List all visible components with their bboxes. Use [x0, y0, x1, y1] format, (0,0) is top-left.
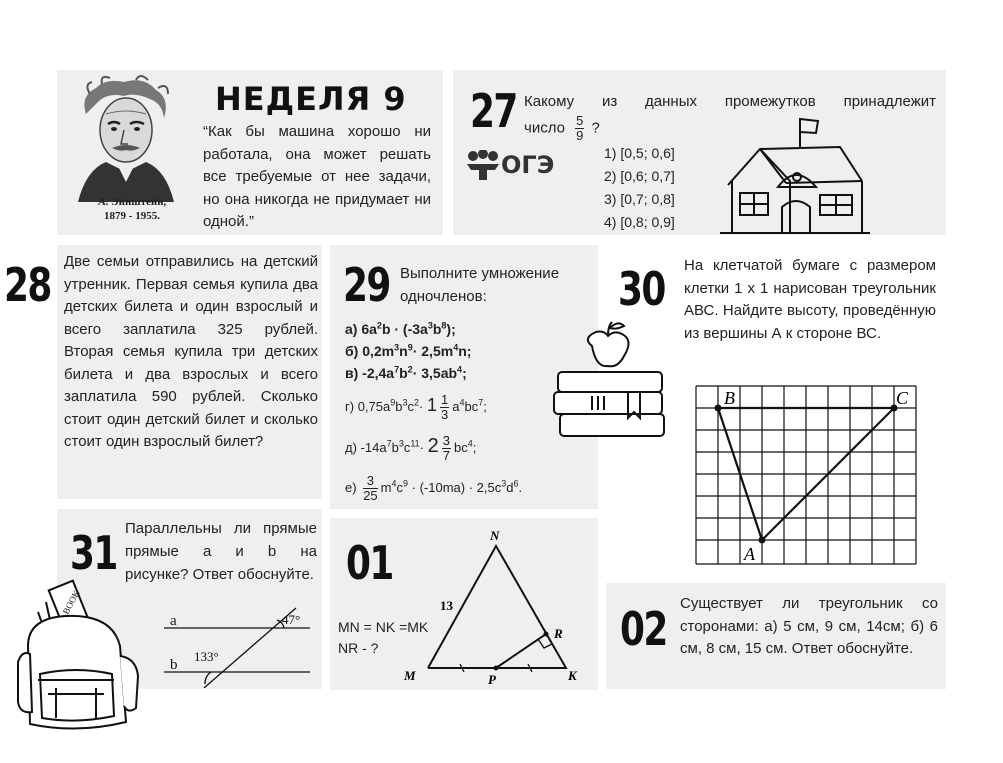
oge-logo: [465, 150, 554, 180]
task31-text-line1: Параллельны ли прямые: [125, 520, 317, 537]
portrait-caption-name: А. Эйнштейн,: [97, 196, 167, 208]
item-label: е): [345, 479, 357, 495]
task01-condition: MN = NK =MK: [338, 619, 429, 635]
grid-lines: [696, 386, 916, 564]
option-2: 2) [0,6; 0,7]: [604, 168, 675, 184]
label-a: a: [170, 613, 177, 629]
school-house-illustration: [720, 115, 870, 235]
task31-number: 31: [70, 526, 117, 580]
item-label: б): [345, 343, 359, 359]
inline-on: на: [300, 543, 317, 560]
label-k: K: [568, 668, 577, 683]
task01-triangle-figure: [400, 526, 596, 688]
task30-grid-triangle: [694, 384, 926, 568]
task01-question: NR - ?: [338, 640, 379, 656]
option-1: 1) [0,5; 0,6]: [604, 145, 675, 161]
task27-options: [604, 142, 675, 234]
item-label: д): [345, 439, 357, 455]
task31-text-line2: прямые a и b на: [125, 541, 317, 564]
label-n: N: [490, 528, 500, 543]
task29-item-c: в) $-2,4a^7b^2\cdot 3,5ab^4$;: [345, 364, 467, 381]
task27-fraction: [575, 114, 584, 143]
einstein-portrait: [66, 74, 184, 202]
task29-item-d: г) $0,75a^9b^3c^2\cdot 1$ $\frac{1}{3}$ $a^4bc^7$;: [345, 392, 487, 422]
oge-people-icon: [465, 150, 501, 180]
page-title: НЕДЕЛЯ 9: [215, 80, 407, 118]
task29-item-e: д) $-14a^7b^3c^{11}\cdot 2$ $\frac{3}{7}$ $bc^4$;: [345, 433, 477, 463]
task27-number-word: число: [524, 119, 565, 137]
option-3: 3) [0,7; 0,8]: [604, 191, 675, 207]
task27-number: 27: [470, 84, 517, 138]
task01-number: 01: [346, 536, 393, 590]
label-r: R: [554, 626, 563, 641]
task30-text: На клетчатой бумаге с размером клетки 1 x 1 нарисован треугольник АВС. Найдите высоту, проведённую из вершины А к стороне ВС.: [684, 257, 936, 342]
task02-number: 02: [620, 602, 667, 656]
vertex-c-label: C: [896, 388, 909, 408]
angle-47: 47°: [282, 612, 301, 627]
book-label: BOOK: [60, 588, 82, 616]
side-length: 13: [440, 598, 453, 613]
angle-133: 133°: [194, 649, 219, 664]
portrait-caption-years: 1879 - 1955.: [104, 210, 160, 222]
backpack-illustration: [16, 576, 142, 736]
inline-and: и: [235, 543, 244, 560]
item-label: в): [345, 365, 359, 381]
task30-number: 30: [618, 262, 665, 316]
einstein-quote: “Как бы машина хорошо ни работала, она может решать все требуемые от нее задачи, но она никогда не придумает ни одной.”: [203, 123, 431, 230]
option-4: 4) [0,8; 0,9]: [604, 214, 675, 230]
inline-line-a: a: [202, 543, 212, 560]
task29-number: 29: [343, 258, 390, 312]
task29-item-a: а) $6a^2b \cdot (-3a^3b^8)$;: [345, 320, 456, 337]
fraction-denominator: 9: [576, 128, 584, 143]
task02-text: Существует ли треугольник со сторонами: а) 5 см, 9 см, 14см; б) 6 см, 8 см, 15 см. Ответ обоснуйте.: [680, 595, 938, 657]
oge-text: ОГЭ: [501, 151, 555, 179]
task27-question-number-word: [524, 114, 600, 143]
books-apple-illustration: [552, 316, 668, 440]
task29-item-b: б) $0,2m^3n^9\cdot 2,5m^4n$;: [345, 342, 472, 359]
inline-line-b: b: [267, 543, 277, 560]
task28-text: Две семьи отправились на детский утренник. Первая семья купила два детских билета и один взрослый и всего заплатила 325 рублей. Вторая семья купила три детских билета и два взрослых и всего заплатила 590 рублей. Сколько стоит один детский билет и сколько стоит один взрослый билет?: [64, 253, 318, 450]
label-m: M: [404, 668, 416, 683]
task29-item-f: е) $\frac{3}{25}$ $m^4c^9 \cdot (-10ma) \cdot 2,5c^3d^6$.: [345, 473, 523, 503]
task29-title: Выполните умножение одночленов:: [400, 265, 560, 305]
task27-question: Какому из данных промежутков принадлежит: [524, 93, 936, 110]
label-p: P: [488, 672, 496, 687]
fraction-numerator: 5: [576, 113, 584, 128]
item-label: а): [345, 321, 358, 337]
vertex-a-label: A: [744, 544, 755, 564]
item-label: г): [345, 398, 355, 414]
task31-parallel-lines-figure: [160, 606, 320, 688]
question-mark: ?: [591, 119, 600, 137]
vertex-a-dot: [759, 537, 766, 544]
task31-text-rest: рисунке? Ответ обоснуйте.: [125, 566, 314, 583]
vertex-b-dot: [715, 405, 722, 412]
vertex-b-label: B: [724, 388, 735, 408]
label-b: b: [170, 657, 178, 673]
task28-number: 28: [4, 258, 51, 312]
